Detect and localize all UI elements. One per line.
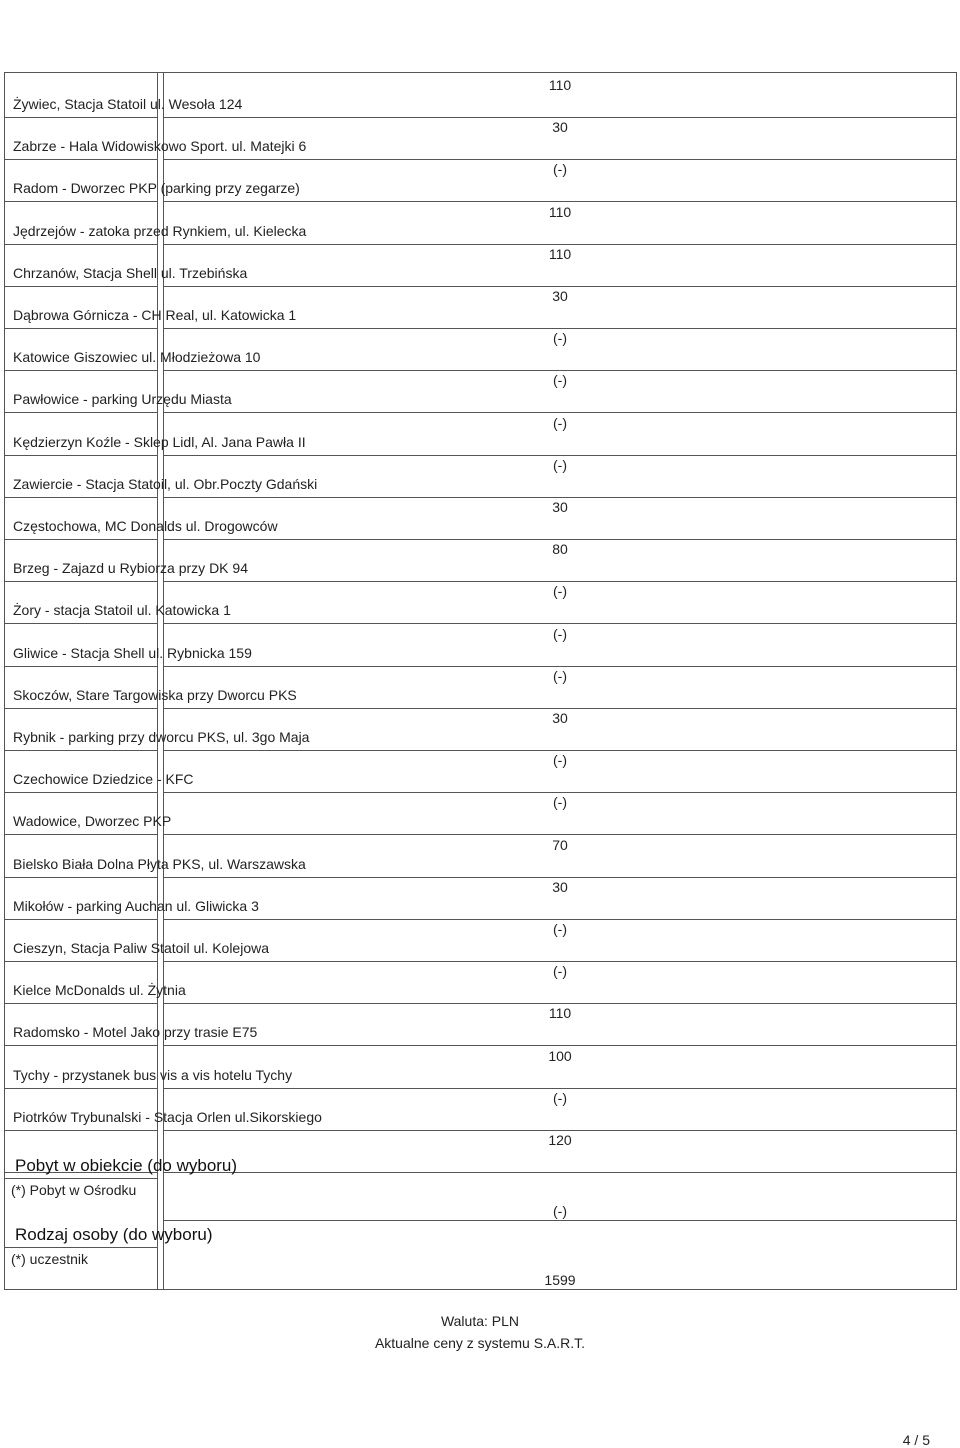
- location-name: Zabrze - Hala Widowiskowo Sport. ul. Matejki 6: [13, 138, 307, 155]
- price-value: 70: [552, 836, 568, 853]
- row-divider: [163, 1220, 957, 1221]
- row-divider: [4, 455, 157, 456]
- column-divider: [157, 72, 158, 1290]
- row-divider: [163, 919, 957, 920]
- row-divider: [4, 581, 157, 582]
- stay-heading: Pobyt w obiekcie (do wyboru): [15, 1156, 238, 1175]
- location-name: Chrzanów, Stacja Shell ul. Trzebińska: [13, 264, 248, 281]
- price-value: 110: [548, 245, 572, 262]
- row-divider: [163, 455, 957, 456]
- person-type-heading: Rodzaj osoby (do wyboru): [15, 1225, 213, 1244]
- row-divider: [163, 581, 957, 582]
- row-divider: [4, 1088, 157, 1089]
- price-source-note: Aktualne ceny z systemu S.A.R.T.: [374, 1335, 586, 1351]
- price-table: [4, 72, 957, 1290]
- row-divider: [163, 834, 957, 835]
- price-value: 80: [552, 541, 568, 558]
- price-value: 30: [552, 878, 568, 895]
- page-number: 4 / 5: [902, 1432, 930, 1448]
- row-divider: [4, 961, 157, 962]
- column-divider: [163, 72, 164, 1290]
- row-divider: [163, 708, 957, 709]
- location-name: Rybnik - parking przy dworcu PKS, ul. 3go Maja: [13, 729, 310, 745]
- location-name: Katowice Giszowiec ul. Młodzieżowa 10: [13, 349, 261, 366]
- location-name: Kędzierzyn Koźle - Sklep Lidl, Al. Jana Pawła II: [13, 433, 306, 450]
- row-divider: [163, 666, 957, 667]
- row-divider: [163, 412, 957, 413]
- total-price: 1599: [544, 1272, 576, 1288]
- row-divider: [163, 1003, 957, 1004]
- location-name: Bielsko Biała Dolna Płyta PKS, ul. Warszawska: [13, 855, 306, 872]
- location-name: Kielce McDonalds ul. Żytnia: [13, 982, 186, 999]
- row-divider: [163, 117, 957, 118]
- row-divider: [4, 159, 157, 160]
- row-divider: [163, 370, 957, 371]
- price-value: 30: [552, 499, 568, 515]
- price-value: (-): [553, 414, 567, 431]
- location-name: Cieszyn, Stacja Paliw Statoil ul. Kolejowa: [13, 940, 270, 956]
- location-name: Mikołów - parking Auchan ul. Gliwicka 3: [13, 897, 259, 914]
- row-divider: [4, 623, 157, 624]
- location-name: Wadowice, Dworzec PKP: [13, 813, 172, 830]
- row-divider: [4, 1045, 157, 1046]
- location-name: Żory - stacja Statoil ul. Katowicka 1: [13, 602, 231, 619]
- row-divider: [4, 370, 157, 371]
- location-name: Jędrzejów - zatoka przed Rynkiem, ul. Kielecka: [13, 222, 307, 239]
- row-divider: [4, 201, 157, 202]
- location-name: Żywiec, Stacja Statoil ul. Wesoła 124: [13, 96, 243, 112]
- price-value: (-): [553, 921, 567, 937]
- row-divider: [4, 497, 157, 498]
- price-value: 110: [548, 1005, 572, 1022]
- row-divider: [163, 961, 957, 962]
- price-value: (-): [553, 330, 567, 347]
- row-divider: [163, 1045, 957, 1046]
- price-value: (-): [553, 667, 567, 684]
- location-name: Brzeg - Zajazd u Rybiorza przy DK 94: [13, 560, 248, 577]
- price-value: (-): [553, 794, 567, 811]
- row-divider: [163, 159, 957, 160]
- location-name: Skoczów, Stare Targowiska przy Dworcu PKS: [13, 686, 297, 703]
- row-divider: [4, 792, 157, 793]
- stay-price: (-): [553, 1203, 567, 1219]
- price-value: (-): [553, 372, 567, 389]
- price-value: 30: [552, 710, 568, 726]
- row-divider: [163, 1172, 957, 1173]
- price-value: 120: [548, 1132, 572, 1148]
- row-divider: [163, 328, 957, 329]
- row-divider: [4, 708, 157, 709]
- location-name: Tychy - przystanek bus vis a vis hotelu Tychy: [13, 1066, 293, 1083]
- row-divider: [4, 877, 157, 878]
- location-name: Częstochowa, MC Donalds ul. Drogowców: [13, 518, 278, 534]
- row-divider: [163, 1088, 957, 1089]
- row-divider: [4, 1130, 157, 1131]
- location-name: Radomsko - Motel Jako przy trasie E75: [13, 1024, 258, 1041]
- price-value: 30: [552, 288, 568, 304]
- currency-note: Waluta: PLN: [440, 1313, 520, 1329]
- location-name: Gliwice - Stacja Shell ul. Rybnicka 159: [13, 644, 252, 661]
- row-divider: [163, 539, 957, 540]
- row-divider: [4, 834, 157, 835]
- row-divider: [4, 1247, 157, 1248]
- row-divider: [4, 539, 157, 540]
- row-divider: [4, 286, 157, 287]
- row-divider: [4, 244, 157, 245]
- person-type-option: (*) uczestnik: [11, 1251, 89, 1267]
- price-value: (-): [553, 161, 567, 178]
- row-divider: [163, 750, 957, 751]
- row-divider: [4, 1003, 157, 1004]
- row-divider: [4, 919, 157, 920]
- row-divider: [163, 792, 957, 793]
- row-divider: [163, 497, 957, 498]
- row-divider: [4, 328, 157, 329]
- row-divider: [163, 1130, 957, 1131]
- row-divider: [4, 750, 157, 751]
- row-divider: [4, 1178, 157, 1179]
- row-divider: [163, 244, 957, 245]
- row-divider: [4, 412, 157, 413]
- row-divider: [163, 623, 957, 624]
- price-value: (-): [553, 1089, 567, 1106]
- row-divider: [163, 201, 957, 202]
- price-value: (-): [553, 963, 567, 980]
- price-value: 110: [548, 77, 572, 93]
- row-divider: [163, 877, 957, 878]
- row-divider: [163, 286, 957, 287]
- location-name: Zawiercie - Stacja Statoil, ul. Obr.Poczty Gdański: [13, 475, 318, 492]
- price-value: (-): [553, 625, 567, 642]
- location-name: Pawłowice - parking Urzędu Miasta: [13, 391, 232, 408]
- price-value: (-): [553, 752, 567, 769]
- location-name: Radom - Dworzec PKP (parking przy zegarze): [13, 180, 300, 197]
- price-value: 100: [548, 1047, 572, 1064]
- row-divider: [4, 117, 157, 118]
- location-name: Piotrków Trybunalski - Stacja Orlen ul.Sikorskiego: [13, 1108, 322, 1125]
- price-value: (-): [553, 583, 567, 600]
- price-value: 30: [552, 119, 568, 136]
- price-value: 110: [548, 203, 572, 220]
- row-divider: [4, 666, 157, 667]
- location-name: Czechowice Dziedzice - KFC: [13, 771, 194, 788]
- stay-option: (*) Pobyt w Ośrodku: [11, 1182, 137, 1198]
- location-name: Dąbrowa Górnicza - CH Real, ul. Katowicka 1: [13, 307, 297, 323]
- price-value: (-): [553, 456, 567, 473]
